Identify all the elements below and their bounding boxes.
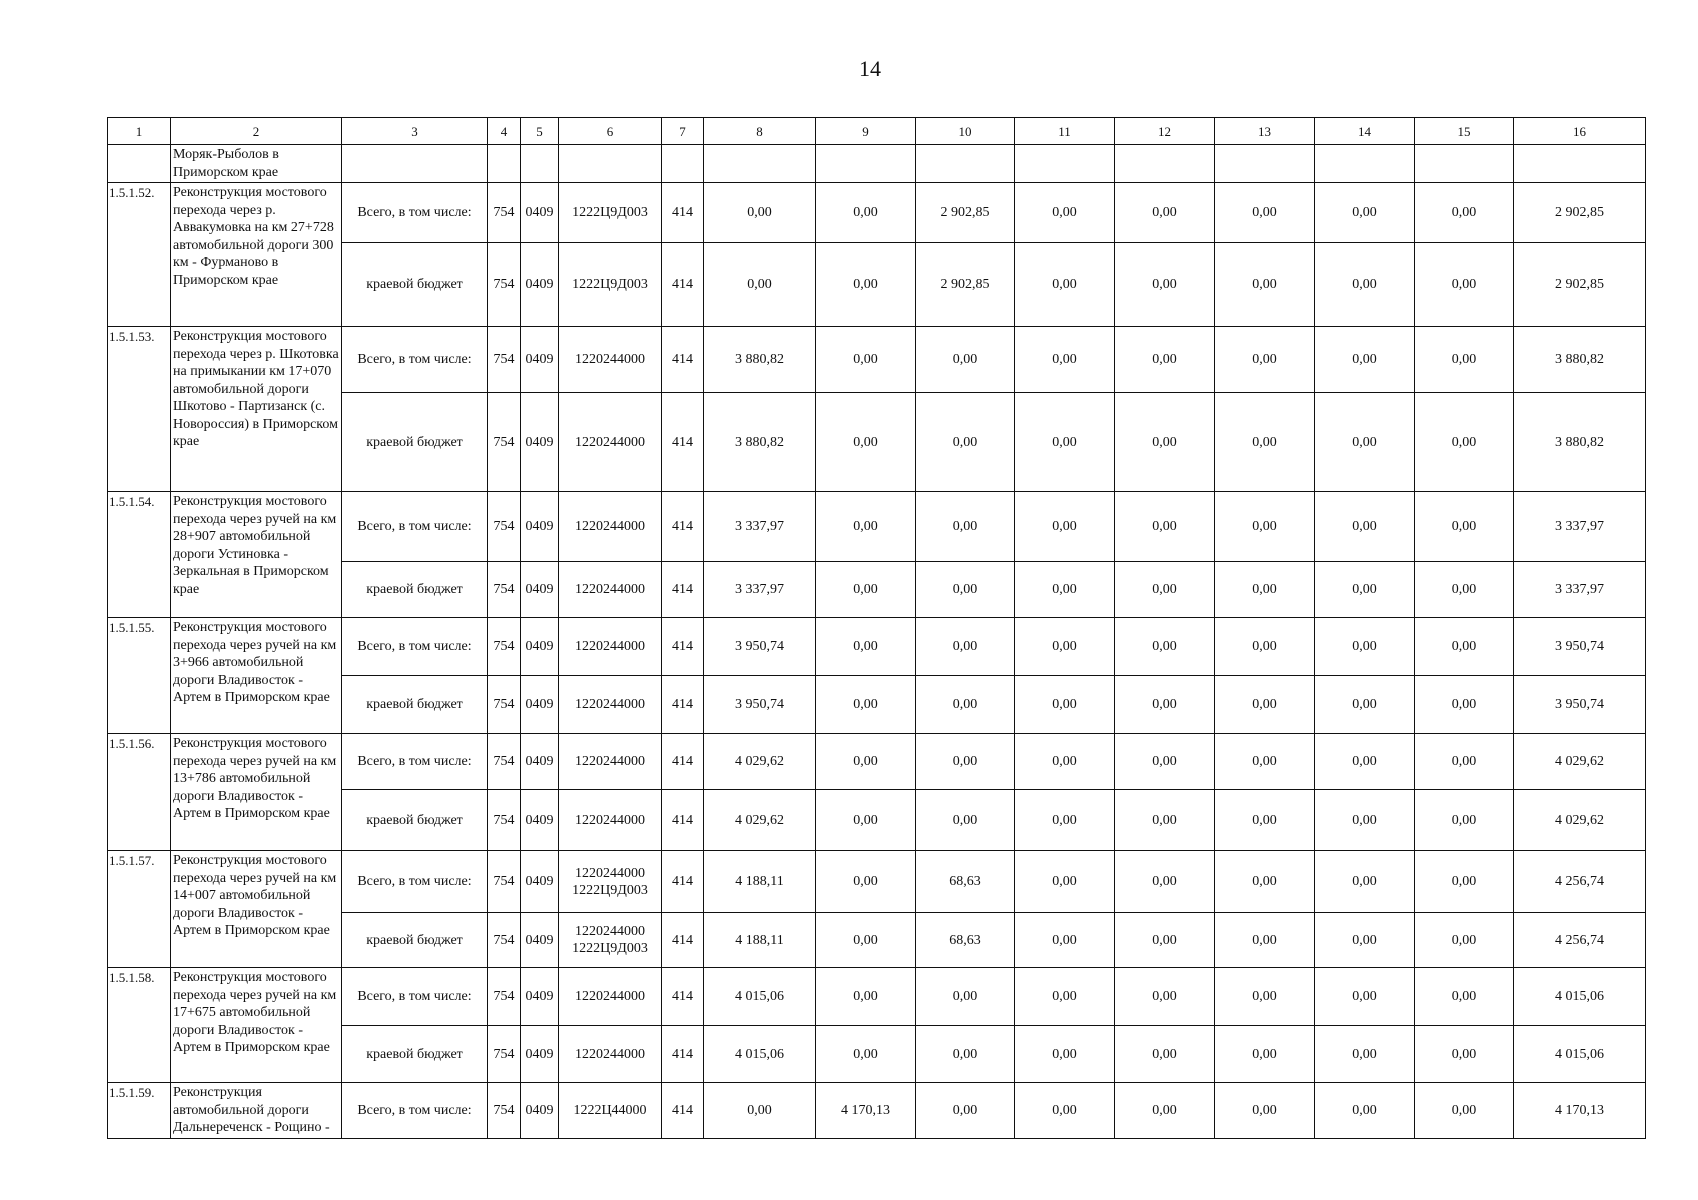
- year-value: 0,00: [816, 393, 916, 492]
- year-value: 3 337,97: [704, 562, 816, 618]
- year-value: 68,63: [916, 851, 1015, 913]
- kvr-code: 414: [662, 1083, 704, 1139]
- year-value: 0,00: [1215, 393, 1315, 492]
- grbs-code: 754: [488, 243, 521, 327]
- year-value: 0,00: [816, 243, 916, 327]
- year-value: 0,00: [1015, 492, 1115, 562]
- kcsr-line: 1220244000: [575, 812, 645, 828]
- kvr-code: 414: [662, 968, 704, 1026]
- column-number: 14: [1315, 118, 1415, 145]
- year-value: 0,00: [1415, 243, 1514, 327]
- column-number: 7: [662, 118, 704, 145]
- empty-cell: [559, 145, 662, 183]
- item-name: Реконструкция мостового перехода через р. Шкотовка на примыкании км 17+070 автомобильной дороги Шкотово - Партизанск (с. Новороссия) в Приморском крае: [171, 327, 342, 492]
- column-number: 11: [1015, 118, 1115, 145]
- total-value: 3 950,74: [1514, 618, 1646, 676]
- rzpr-code: 0409: [521, 562, 559, 618]
- year-value: 4 029,62: [704, 734, 816, 790]
- funding-type: Всего, в том числе:: [342, 183, 488, 243]
- year-value: 0,00: [1115, 492, 1215, 562]
- year-value: 0,00: [1115, 327, 1215, 393]
- year-value: 0,00: [816, 790, 916, 851]
- funding-type: краевой бюджет: [342, 790, 488, 851]
- column-number: 2: [171, 118, 342, 145]
- year-value: 0,00: [1415, 1026, 1514, 1083]
- table-row: [108, 183, 1646, 243]
- column-number: 12: [1115, 118, 1215, 145]
- year-value: 0,00: [1315, 1083, 1415, 1139]
- year-value: 0,00: [1315, 913, 1415, 968]
- kvr-code: 414: [662, 183, 704, 243]
- year-value: 0,00: [916, 968, 1015, 1026]
- grbs-code: 754: [488, 913, 521, 968]
- grbs-code: 754: [488, 492, 521, 562]
- year-value: 0,00: [1415, 851, 1514, 913]
- kcsr-code: [559, 913, 662, 968]
- year-value: 3 950,74: [704, 676, 816, 734]
- year-value: 0,00: [816, 562, 916, 618]
- rzpr-code: 0409: [521, 618, 559, 676]
- continuation-row: [108, 145, 1646, 183]
- year-value: 0,00: [1015, 183, 1115, 243]
- column-number: 6: [559, 118, 662, 145]
- year-value: 0,00: [1215, 562, 1315, 618]
- year-value: 0,00: [1315, 968, 1415, 1026]
- total-value: 4 029,62: [1514, 734, 1646, 790]
- year-value: 0,00: [1115, 393, 1215, 492]
- kvr-code: 414: [662, 393, 704, 492]
- year-value: 0,00: [1415, 562, 1514, 618]
- kcsr-code: [559, 562, 662, 618]
- item-name: Моряк-Рыболов в Приморском крае: [171, 145, 342, 183]
- rzpr-code: 0409: [521, 968, 559, 1026]
- empty-cell: [1315, 145, 1415, 183]
- budget-table: [107, 117, 1646, 1139]
- year-value: 0,00: [704, 243, 816, 327]
- rzpr-code: 0409: [521, 243, 559, 327]
- column-number: 1: [108, 118, 171, 145]
- year-value: 0,00: [1215, 327, 1315, 393]
- funding-type: Всего, в том числе:: [342, 618, 488, 676]
- year-value: 0,00: [1115, 183, 1215, 243]
- year-value: 0,00: [1315, 183, 1415, 243]
- year-value: 0,00: [1215, 913, 1315, 968]
- year-value: 3 950,74: [704, 618, 816, 676]
- year-value: 0,00: [1415, 618, 1514, 676]
- year-value: 0,00: [1215, 790, 1315, 851]
- kcsr-line: 1220244000: [575, 582, 645, 597]
- kvr-code: 414: [662, 618, 704, 676]
- item-name: Реконструкция мостового перехода через ручей на км 13+786 автомобильной дороги Владивосток - Артем в Приморском крае: [171, 734, 342, 851]
- year-value: 0,00: [816, 183, 916, 243]
- grbs-code: 754: [488, 790, 521, 851]
- year-value: 0,00: [1315, 734, 1415, 790]
- funding-type: Всего, в том числе:: [342, 327, 488, 393]
- year-value: 0,00: [1415, 790, 1514, 851]
- year-value: 4 170,13: [816, 1083, 916, 1139]
- funding-type: краевой бюджет: [342, 913, 488, 968]
- column-number: 4: [488, 118, 521, 145]
- kcsr-code: [559, 327, 662, 393]
- total-value: 2 902,85: [1514, 183, 1646, 243]
- kvr-code: 414: [662, 676, 704, 734]
- rzpr-code: 0409: [521, 790, 559, 851]
- kvr-code: 414: [662, 1026, 704, 1083]
- kcsr-line: 1220244000: [575, 434, 645, 450]
- empty-cell: [662, 145, 704, 183]
- kcsr-code: [559, 183, 662, 243]
- year-value: 0,00: [816, 492, 916, 562]
- year-value: 3 880,82: [704, 327, 816, 393]
- empty-cell: [521, 145, 559, 183]
- year-value: 0,00: [1115, 1083, 1215, 1139]
- year-value: 4 188,11: [704, 913, 816, 968]
- year-value: 0,00: [916, 1083, 1015, 1139]
- total-value: 3 880,82: [1514, 327, 1646, 393]
- year-value: 0,00: [1415, 968, 1514, 1026]
- total-value: 4 015,06: [1514, 1026, 1646, 1083]
- year-value: 0,00: [816, 734, 916, 790]
- year-value: 0,00: [1015, 393, 1115, 492]
- kcsr-code: [559, 393, 662, 492]
- year-value: 4 015,06: [704, 968, 816, 1026]
- year-value: 0,00: [1215, 968, 1315, 1026]
- item-name: Реконструкция мостового перехода через ручей на км 14+007 автомобильной дороги Владивосток - Артем в Приморском крае: [171, 851, 342, 968]
- item-code: 1.5.1.57.: [108, 851, 171, 968]
- year-value: 0,00: [1115, 734, 1215, 790]
- year-value: 0,00: [1015, 1083, 1115, 1139]
- grbs-code: 754: [488, 562, 521, 618]
- page-number: 14: [859, 56, 881, 81]
- kcsr-code: [559, 1083, 662, 1139]
- year-value: 0,00: [1415, 492, 1514, 562]
- total-value: 3 337,97: [1514, 562, 1646, 618]
- funding-type: краевой бюджет: [342, 393, 488, 492]
- total-value: 3 880,82: [1514, 393, 1646, 492]
- year-value: 0,00: [916, 327, 1015, 393]
- year-value: 0,00: [1315, 562, 1415, 618]
- year-value: 0,00: [704, 183, 816, 243]
- kvr-code: 414: [662, 790, 704, 851]
- item-name: Реконструкция мостового перехода через ручей на км 3+966 автомобильной дороги Владивосток - Артем в Приморском крае: [171, 618, 342, 734]
- year-value: 0,00: [916, 1026, 1015, 1083]
- rzpr-code: 0409: [521, 734, 559, 790]
- table-row: [108, 968, 1646, 1026]
- kcsr-line: 1220244000: [575, 924, 645, 939]
- rzpr-code: 0409: [521, 393, 559, 492]
- year-value: 0,00: [1415, 393, 1514, 492]
- kcsr-line: 1220244000: [575, 865, 645, 881]
- total-value: 3 337,97: [1514, 492, 1646, 562]
- column-number: 8: [704, 118, 816, 145]
- kcsr-code: [559, 243, 662, 327]
- year-value: 0,00: [1015, 734, 1115, 790]
- year-value: 0,00: [1315, 851, 1415, 913]
- year-value: 0,00: [916, 734, 1015, 790]
- year-value: 0,00: [1415, 1083, 1514, 1139]
- empty-cell: [342, 145, 488, 183]
- year-value: 0,00: [916, 790, 1015, 851]
- year-value: 0,00: [1115, 1026, 1215, 1083]
- funding-type: Всего, в том числе:: [342, 851, 488, 913]
- year-value: 0,00: [704, 1083, 816, 1139]
- funding-type: Всего, в том числе:: [342, 968, 488, 1026]
- year-value: 0,00: [1415, 676, 1514, 734]
- year-value: 0,00: [1015, 790, 1115, 851]
- year-value: 0,00: [1415, 327, 1514, 393]
- year-value: 68,63: [916, 913, 1015, 968]
- kcsr-line: 1220244000: [575, 639, 645, 654]
- year-value: 0,00: [1315, 492, 1415, 562]
- table-row: [108, 492, 1646, 562]
- item-name: Реконструкция автомобильной дороги Дальнереченск - Рощино -: [171, 1083, 342, 1139]
- table-row: [108, 1083, 1646, 1139]
- grbs-code: 754: [488, 183, 521, 243]
- grbs-code: 754: [488, 393, 521, 492]
- kcsr-code: [559, 1026, 662, 1083]
- year-value: 0,00: [1315, 618, 1415, 676]
- grbs-code: 754: [488, 327, 521, 393]
- item-code: 1.5.1.54.: [108, 492, 171, 618]
- item-code: 1.5.1.53.: [108, 327, 171, 492]
- column-number: 5: [521, 118, 559, 145]
- kcsr-code: [559, 734, 662, 790]
- year-value: 2 902,85: [916, 243, 1015, 327]
- year-value: 0,00: [1015, 968, 1115, 1026]
- grbs-code: 754: [488, 1026, 521, 1083]
- kvr-code: 414: [662, 913, 704, 968]
- total-value: 3 950,74: [1514, 676, 1646, 734]
- year-value: 0,00: [1215, 618, 1315, 676]
- year-value: 0,00: [816, 618, 916, 676]
- year-value: 0,00: [1315, 790, 1415, 851]
- table-row: [108, 851, 1646, 913]
- year-value: 0,00: [1115, 790, 1215, 851]
- kcsr-line: 1222Ц44000: [573, 1103, 647, 1118]
- year-value: 0,00: [816, 851, 916, 913]
- total-value: 4 015,06: [1514, 968, 1646, 1026]
- year-value: 0,00: [1415, 183, 1514, 243]
- kcsr-line: 1222Ц9Д003: [572, 882, 648, 898]
- year-value: 0,00: [816, 676, 916, 734]
- kcsr-line: 1222Ц9Д003: [572, 941, 648, 956]
- kcsr-code: [559, 676, 662, 734]
- kcsr-line: 1220244000: [575, 352, 645, 367]
- year-value: 0,00: [1015, 327, 1115, 393]
- year-value: 0,00: [916, 676, 1015, 734]
- kcsr-line: 1220244000: [575, 519, 645, 534]
- year-value: 0,00: [1215, 676, 1315, 734]
- item-code: 1.5.1.52.: [108, 183, 171, 327]
- column-number: 16: [1514, 118, 1646, 145]
- empty-cell: [1115, 145, 1215, 183]
- year-value: 0,00: [1115, 562, 1215, 618]
- funding-type: краевой бюджет: [342, 243, 488, 327]
- year-value: 0,00: [1315, 676, 1415, 734]
- column-number: 10: [916, 118, 1015, 145]
- item-code: 1.5.1.55.: [108, 618, 171, 734]
- kcsr-code: [559, 492, 662, 562]
- year-value: 0,00: [816, 913, 916, 968]
- year-value: 0,00: [1115, 618, 1215, 676]
- table-row: [108, 618, 1646, 676]
- year-value: 0,00: [1115, 243, 1215, 327]
- kcsr-code: [559, 790, 662, 851]
- item-code: [108, 145, 171, 183]
- year-value: 0,00: [816, 1026, 916, 1083]
- rzpr-code: 0409: [521, 183, 559, 243]
- item-name: Реконструкция мостового перехода через ручей на км 28+907 автомобильной дороги Устиновка - Зеркальная в Приморском крае: [171, 492, 342, 618]
- year-value: 0,00: [1215, 183, 1315, 243]
- empty-cell: [1514, 145, 1646, 183]
- kvr-code: 414: [662, 562, 704, 618]
- year-value: 0,00: [1215, 851, 1315, 913]
- grbs-code: 754: [488, 618, 521, 676]
- funding-type: Всего, в том числе:: [342, 1083, 488, 1139]
- year-value: 0,00: [816, 327, 916, 393]
- year-value: 0,00: [1015, 243, 1115, 327]
- kvr-code: 414: [662, 851, 704, 913]
- rzpr-code: 0409: [521, 492, 559, 562]
- funding-type: Всего, в том числе:: [342, 492, 488, 562]
- rzpr-code: 0409: [521, 851, 559, 913]
- kvr-code: 414: [662, 492, 704, 562]
- kcsr-code: [559, 968, 662, 1026]
- rzpr-code: 0409: [521, 1026, 559, 1083]
- year-value: 0,00: [916, 393, 1015, 492]
- year-value: 0,00: [1315, 243, 1415, 327]
- column-number: 9: [816, 118, 916, 145]
- column-number-row: [108, 118, 1646, 145]
- column-number: 13: [1215, 118, 1315, 145]
- column-number: 15: [1415, 118, 1514, 145]
- empty-cell: [1015, 145, 1115, 183]
- funding-type: Всего, в том числе:: [342, 734, 488, 790]
- rzpr-code: 0409: [521, 913, 559, 968]
- year-value: 2 902,85: [916, 183, 1015, 243]
- kvr-code: 414: [662, 734, 704, 790]
- item-code: 1.5.1.56.: [108, 734, 171, 851]
- year-value: 4 029,62: [704, 790, 816, 851]
- rzpr-code: 0409: [521, 327, 559, 393]
- grbs-code: 754: [488, 1083, 521, 1139]
- year-value: 0,00: [1415, 913, 1514, 968]
- year-value: 0,00: [1315, 327, 1415, 393]
- total-value: 4 256,74: [1514, 913, 1646, 968]
- empty-cell: [1415, 145, 1514, 183]
- empty-cell: [916, 145, 1015, 183]
- year-value: 0,00: [1315, 393, 1415, 492]
- kcsr-line: 1220244000: [575, 1046, 645, 1062]
- funding-type: краевой бюджет: [342, 676, 488, 734]
- empty-cell: [816, 145, 916, 183]
- grbs-code: 754: [488, 734, 521, 790]
- rzpr-code: 0409: [521, 1083, 559, 1139]
- table-row: [108, 734, 1646, 790]
- year-value: 0,00: [1215, 1026, 1315, 1083]
- year-value: 0,00: [1015, 618, 1115, 676]
- grbs-code: 754: [488, 851, 521, 913]
- grbs-code: 754: [488, 968, 521, 1026]
- year-value: 0,00: [1415, 734, 1514, 790]
- item-code: 1.5.1.58.: [108, 968, 171, 1083]
- empty-cell: [1215, 145, 1315, 183]
- year-value: 0,00: [1215, 243, 1315, 327]
- year-value: 0,00: [1015, 1026, 1115, 1083]
- empty-cell: [704, 145, 816, 183]
- kcsr-line: 1222Ц9Д003: [572, 277, 648, 292]
- item-code: 1.5.1.59.: [108, 1083, 171, 1139]
- year-value: 0,00: [1115, 676, 1215, 734]
- kcsr-line: 1222Ц9Д003: [572, 205, 648, 220]
- year-value: 0,00: [1015, 562, 1115, 618]
- empty-cell: [488, 145, 521, 183]
- year-value: 3 337,97: [704, 492, 816, 562]
- year-value: 4 015,06: [704, 1026, 816, 1083]
- year-value: 0,00: [816, 968, 916, 1026]
- table-body: [108, 118, 1646, 1139]
- kcsr-line: 1220244000: [575, 754, 645, 769]
- year-value: 0,00: [916, 562, 1015, 618]
- year-value: 0,00: [1115, 851, 1215, 913]
- year-value: 0,00: [1115, 968, 1215, 1026]
- grbs-code: 754: [488, 676, 521, 734]
- year-value: 0,00: [1215, 734, 1315, 790]
- year-value: 0,00: [1015, 676, 1115, 734]
- year-value: 0,00: [916, 618, 1015, 676]
- rzpr-code: 0409: [521, 676, 559, 734]
- kcsr-code: [559, 851, 662, 913]
- year-value: 0,00: [1315, 1026, 1415, 1083]
- year-value: 0,00: [916, 492, 1015, 562]
- year-value: 0,00: [1215, 492, 1315, 562]
- table-row: [108, 327, 1646, 393]
- kvr-code: 414: [662, 327, 704, 393]
- total-value: 4 170,13: [1514, 1083, 1646, 1139]
- year-value: 0,00: [1015, 913, 1115, 968]
- kcsr-line: 1220244000: [575, 989, 645, 1004]
- total-value: 4 029,62: [1514, 790, 1646, 851]
- column-number: 3: [342, 118, 488, 145]
- year-value: 0,00: [1015, 851, 1115, 913]
- total-value: 4 256,74: [1514, 851, 1646, 913]
- year-value: 0,00: [1215, 1083, 1315, 1139]
- item-name: Реконструкция мостового перехода через р. Аввакумовка на км 27+728 автомобильной дороги 300 км - Фурманово в Приморском крае: [171, 183, 342, 327]
- year-value: 4 188,11: [704, 851, 816, 913]
- item-name: Реконструкция мостового перехода через ручей на км 17+675 автомобильной дороги Владивосток - Артем в Приморском крае: [171, 968, 342, 1083]
- year-value: 3 880,82: [704, 393, 816, 492]
- total-value: 2 902,85: [1514, 243, 1646, 327]
- funding-type: краевой бюджет: [342, 1026, 488, 1083]
- kcsr-line: 1220244000: [575, 697, 645, 712]
- year-value: 0,00: [1115, 913, 1215, 968]
- kvr-code: 414: [662, 243, 704, 327]
- kcsr-code: [559, 618, 662, 676]
- funding-type: краевой бюджет: [342, 562, 488, 618]
